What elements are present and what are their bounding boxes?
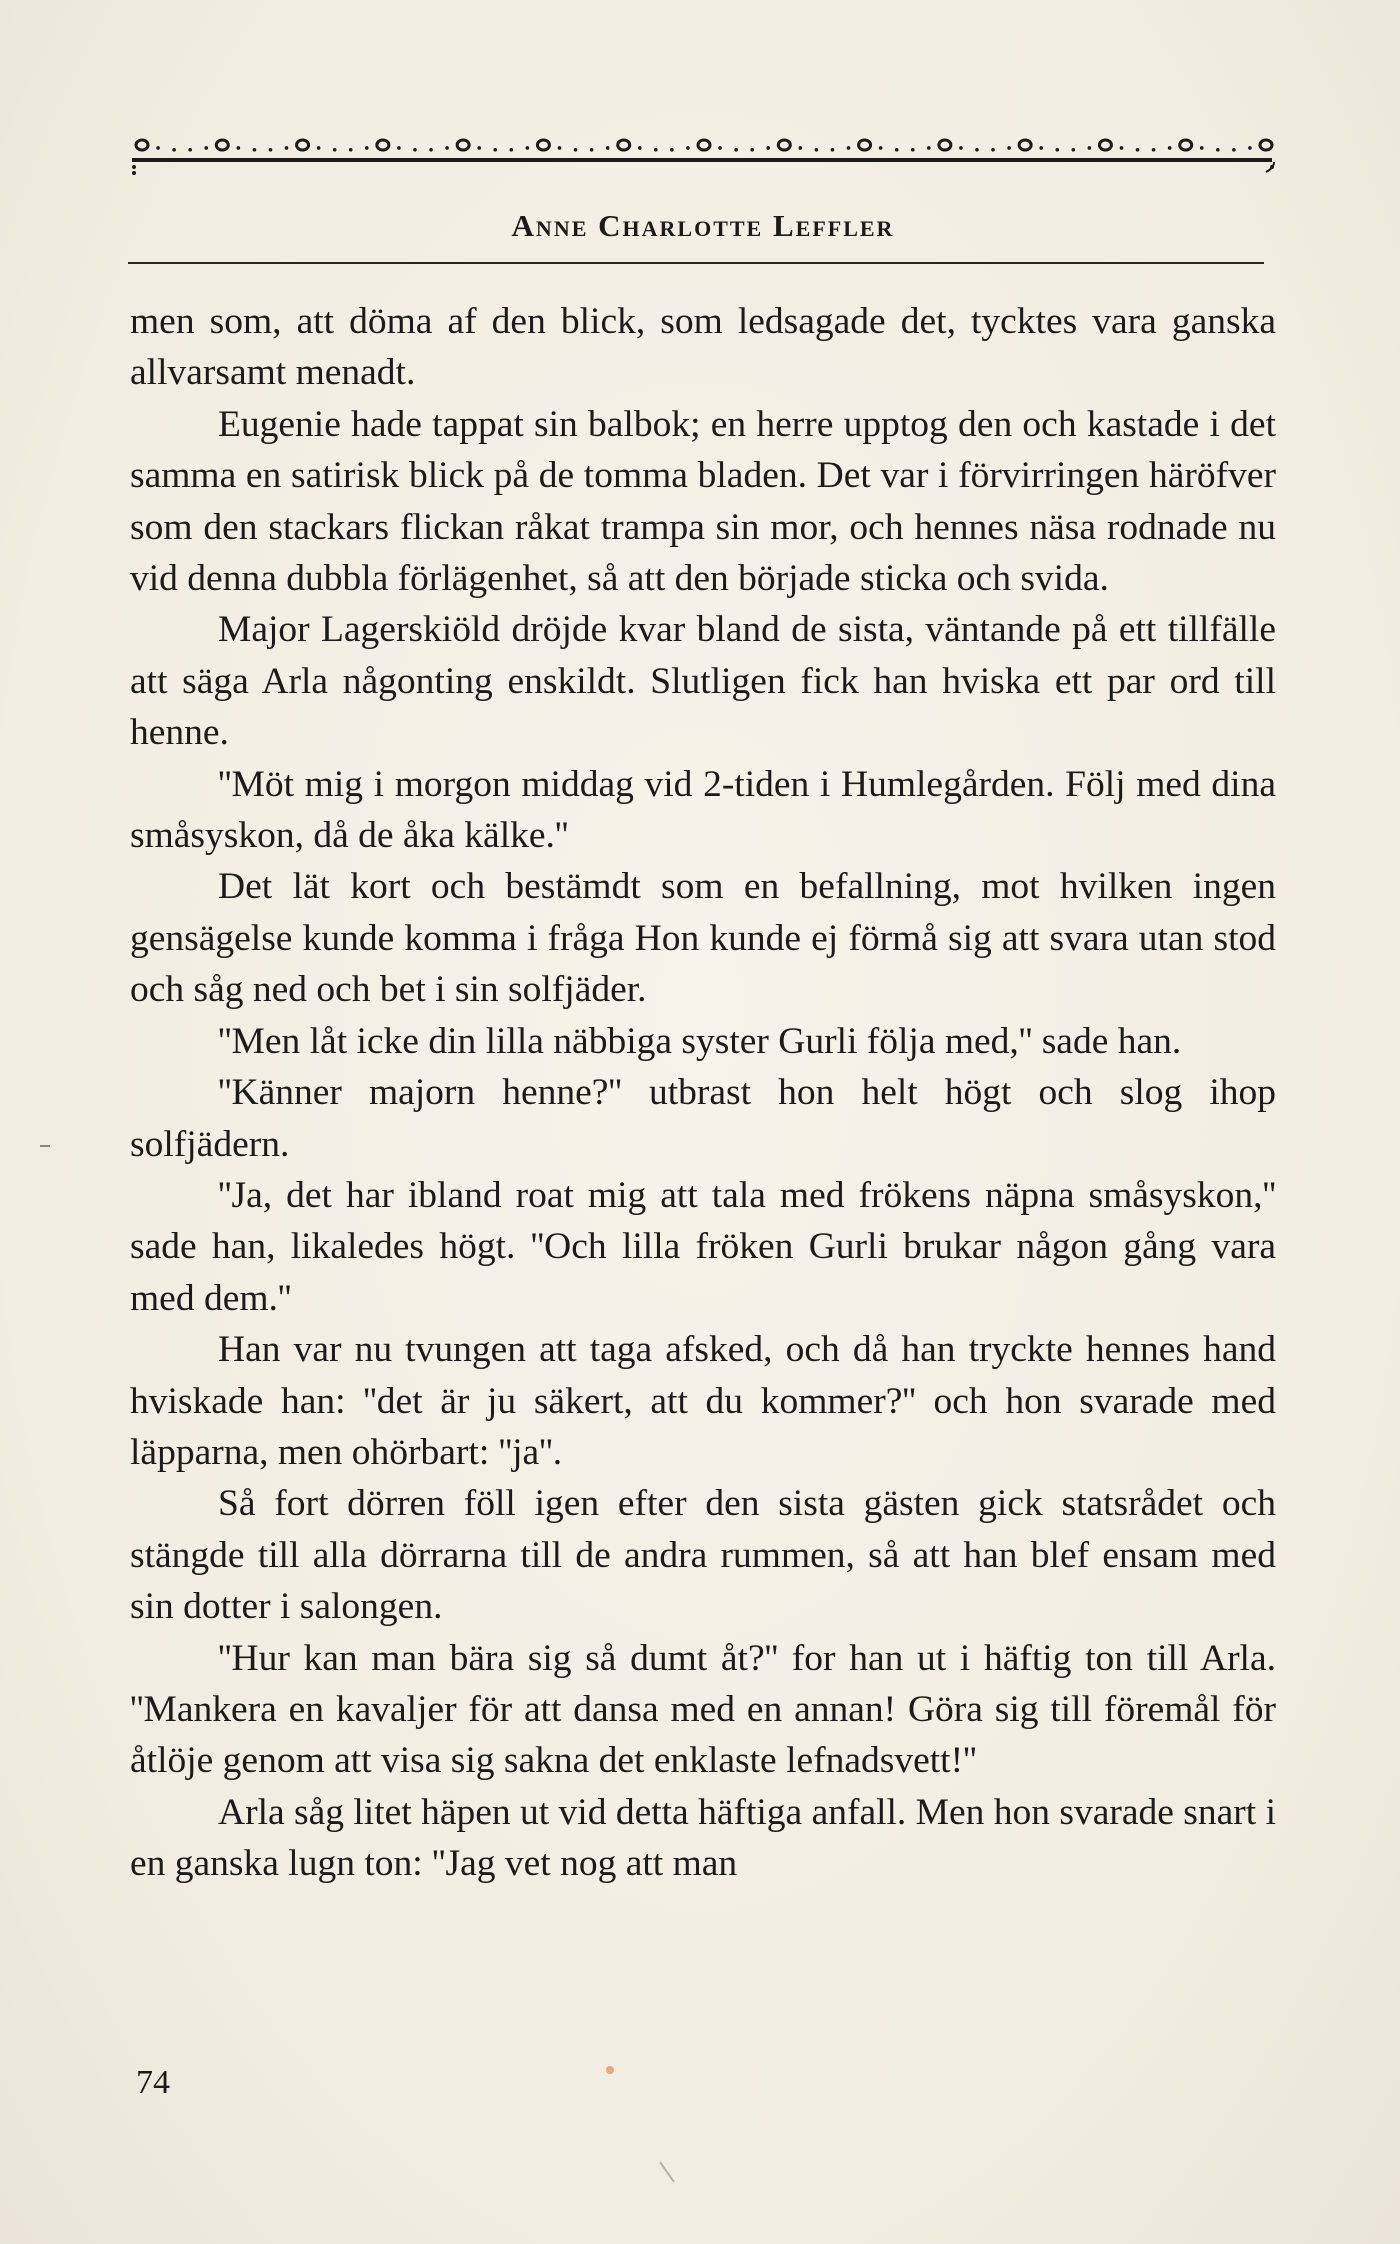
paragraph: ''Hur kan man bära sig så dumt åt?'' for han ut i häftig ton till Arla. ''Mankera en kavaljer för att dansa med en annan! Göra sig till föremål för åtlöje genom att visa sig sakna det enklaste lefnadsvett!'': [130, 1637, 1276, 1782]
paragraph: ''Känner majorn henne?'' utbrast hon helt högt och slog ihop solfjädern.: [130, 1072, 1276, 1165]
paragraph: Han var nu tvungen att taga afsked, och då han tryckte hennes hand hviskade han: ''det är ju säkert, att du kommer?'' och hon svarade med läpparna, men ohörbart: ''ja''.: [130, 1329, 1276, 1473]
paragraph: Eugenie hade tappat sin balbok; en herre upptog den och kastade i det samma en satirisk blick på de tomma bladen. Det var i förvirringen häröfver som den stackars flickan råkat trampa sin mor, och hennes näsa rodnade nu vid denna dubbla förlägenhet, så att den började sticka och svida.: [130, 403, 1276, 600]
paper-mark: [659, 2162, 674, 2183]
ornament-border-icon: [128, 132, 1278, 176]
paragraph: Det lät kort och bestämdt som en befallning, mot hvilken ingen gensägelse kunde komma i fråga Hon kunde ej förmå sig att svara utan stod och såg ned och bet i sin solfjäder.: [130, 866, 1276, 1011]
margin-mark: [40, 1145, 50, 1147]
paragraph: ''Men låt icke din lilla näbbiga syster Gurli följa med,'' sade han.: [218, 1020, 1182, 1062]
paragraph: ''Möt mig i morgon middag vid 2-tiden i Humlegården. Följ med dina småsyskon, då de åka kälke.'': [130, 763, 1276, 857]
paragraph: Arla såg litet häpen ut vid detta häftiga anfall. Men hon svarade snart i en ganska lugn ton: ''Jag vet nog att man: [130, 1791, 1276, 1885]
page-number: 74: [136, 2064, 170, 2101]
paper-speck: [606, 2066, 614, 2074]
header-rule: [128, 262, 1264, 264]
paragraph: men som, att döma af den blick, som ledsagade det, tycktes vara ganska allvarsamt menadt.: [130, 301, 1276, 394]
body-text: [130, 296, 1276, 1890]
paragraph: Major Lagerskiöld dröjde kvar bland de sista, väntande på ett tillfälle att säga Arla någonting enskildt. Slutligen fick han hviska ett par ord till henne.: [130, 609, 1276, 754]
running-head-author: Anne Charlotte Leffler: [511, 208, 895, 243]
paragraph: ''Ja, det har ibland roat mig att tala med frökens näpna småsyskon,'' sade han, likaledes högt. ''Och lilla fröken Gurli brukar någon gång vara med dem.'': [130, 1174, 1276, 1319]
paragraph: Så fort dörren föll igen efter den sista gästen gick statsrådet och stängde till alla dörrarna till de andra rummen, så att han blef ensam med sin dotter i salongen.: [130, 1483, 1276, 1628]
